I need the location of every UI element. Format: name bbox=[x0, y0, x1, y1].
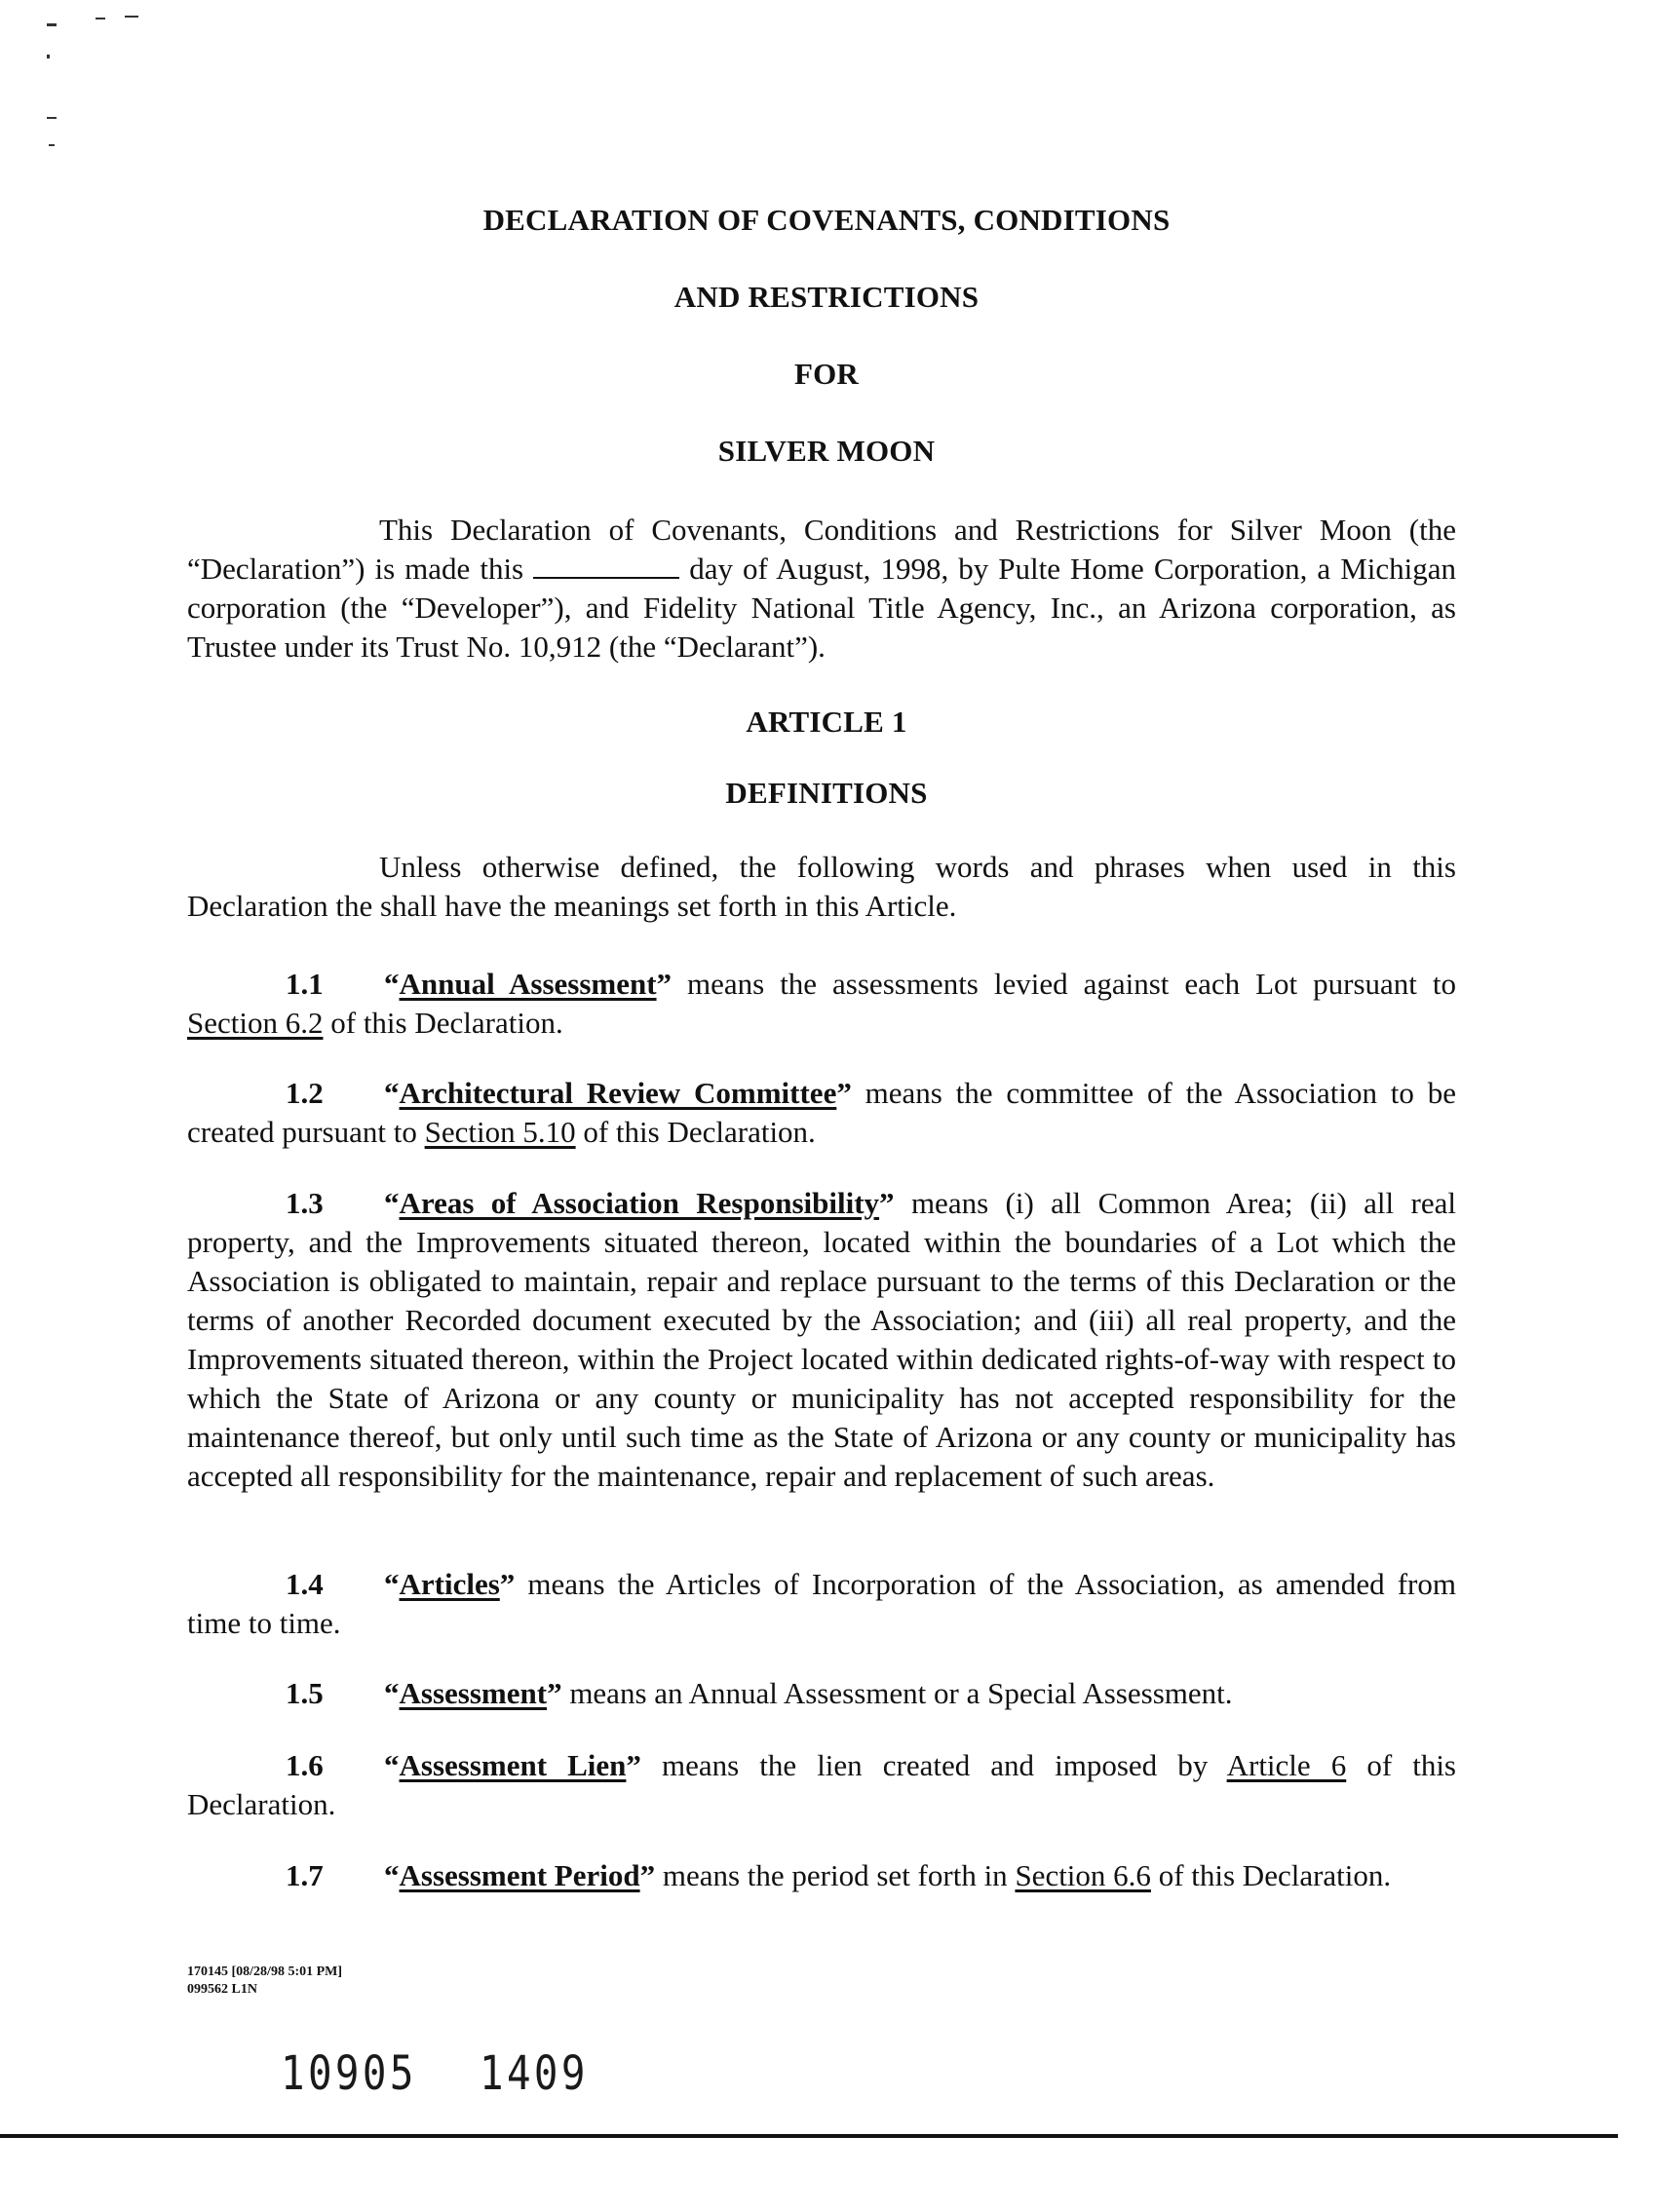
scan-speck bbox=[49, 144, 55, 146]
cross-reference: Section 6.6 bbox=[1015, 1858, 1151, 1892]
doc-title-line-3: FOR bbox=[793, 357, 860, 391]
section-number: 1.3 bbox=[286, 1186, 324, 1220]
doc-title-line-4: SILVER MOON bbox=[717, 434, 936, 468]
cross-reference: Article 6 bbox=[1226, 1748, 1347, 1782]
definition-text: means an Annual Assessment or a Special Assessment. bbox=[561, 1676, 1233, 1710]
definition-text: means the committee of the Association to be created pursuant to bbox=[187, 1076, 1456, 1149]
intro-text-start: This Declaration of Covenants, Conditions and Restrictions for Silver Moon (the “Declaration”) is made this bbox=[187, 513, 1456, 586]
definition-term: “Assessment Period” bbox=[384, 1858, 656, 1892]
cross-reference: Section 6.2 bbox=[187, 1006, 324, 1040]
article-title: DEFINITIONS bbox=[725, 776, 928, 810]
definition-term: “Architectural Review Committee” bbox=[384, 1076, 852, 1110]
definition-term: “Areas of Association Responsibility” bbox=[384, 1186, 895, 1220]
article-preamble: Unless otherwise defined, the following words and phrases when used in this Declaration the shall have the meanings set forth in this Article. bbox=[187, 850, 1456, 923]
scan-speck bbox=[47, 55, 50, 58]
bottom-scan-rule bbox=[0, 2134, 1618, 2138]
definition-text: means (i) all Common Area; (ii) all real property, and the Improvements situated thereon, located within the boundaries of a Lot which the Association is obligated to maintain, repair and replace pursuant to the terms of this Declaration or the terms of another Recorded document executed by the Association; and (iii) all real property, and the Improvements situated thereon, within the Project located within dedicated rights-of-way with respect to which the State of Arizona or any county or municipality has not accepted responsibility for the maintenance thereof, but only until such time as the State of Arizona or any county or municipality has accepted all responsibility for the maintenance, repair and replacement of such areas. bbox=[187, 1186, 1456, 1493]
intro-paragraph bbox=[187, 511, 1456, 667]
definition-1-3 bbox=[187, 1184, 1456, 1496]
definition-term: “Annual Assessment” bbox=[384, 967, 673, 1001]
definition-term: “Assessment” bbox=[384, 1676, 562, 1710]
definition-1-7 bbox=[187, 1856, 1456, 1895]
section-number: 1.7 bbox=[286, 1858, 324, 1892]
definition-text: of this Declaration. bbox=[323, 1006, 563, 1040]
definition-1-1 bbox=[187, 965, 1456, 1043]
section-number: 1.4 bbox=[286, 1567, 324, 1601]
definition-text: of this Declaration. bbox=[187, 1748, 1457, 1821]
scan-speck bbox=[96, 18, 105, 19]
section-number: 1.5 bbox=[286, 1676, 324, 1710]
section-number: 1.6 bbox=[286, 1748, 324, 1782]
definition-1-2 bbox=[187, 1074, 1456, 1152]
date-blank-line bbox=[533, 552, 679, 579]
document-code-line-2: 099562 L1N bbox=[187, 1982, 257, 1997]
doc-title-line-2: AND RESTRICTIONS bbox=[673, 280, 980, 314]
article-number: ARTICLE 1 bbox=[746, 705, 907, 739]
definition-text: means the assessments levied against each Lot pursuant to bbox=[672, 967, 1456, 1001]
scan-speck bbox=[47, 117, 57, 119]
scan-speck bbox=[47, 23, 57, 26]
recording-stamp-left: 10905 bbox=[281, 2046, 417, 2101]
definition-text: means the lien created and imposed by bbox=[640, 1748, 1227, 1782]
definition-text: of this Declaration. bbox=[1150, 1858, 1392, 1892]
document-code-line-1: 170145 [08/28/98 5:01 PM] bbox=[187, 1964, 343, 1979]
intro-text-end: day of August, 1998, by Pulte Home Corporation, a Michigan corporation (the “Developer”), and Fidelity National Title Agency, Inc., an Arizona corporation, as Trustee under its Trust No. 10,912 (the “Declarant”). bbox=[187, 552, 1457, 664]
section-number: 1.2 bbox=[286, 1076, 324, 1110]
definition-1-5 bbox=[187, 1674, 1456, 1713]
scan-speck bbox=[125, 16, 138, 18]
definition-term: “Articles” bbox=[384, 1567, 516, 1601]
definition-term: “Assessment Lien” bbox=[384, 1748, 641, 1782]
section-number: 1.1 bbox=[286, 967, 324, 1001]
definition-1-4 bbox=[187, 1565, 1456, 1643]
definition-text: means the period set forth in bbox=[655, 1858, 1016, 1892]
doc-title-line-1: DECLARATION OF COVENANTS, CONDITIONS bbox=[482, 203, 1171, 237]
definition-text: means the Articles of Incorporation of the Association, as amended from time to time. bbox=[187, 1567, 1456, 1640]
cross-reference: Section 5.10 bbox=[424, 1115, 576, 1149]
document-code bbox=[187, 1964, 342, 1999]
definition-text: of this Declaration. bbox=[575, 1115, 816, 1149]
definition-1-6 bbox=[187, 1746, 1456, 1824]
recording-stamp-right: 1409 bbox=[480, 2046, 589, 2101]
